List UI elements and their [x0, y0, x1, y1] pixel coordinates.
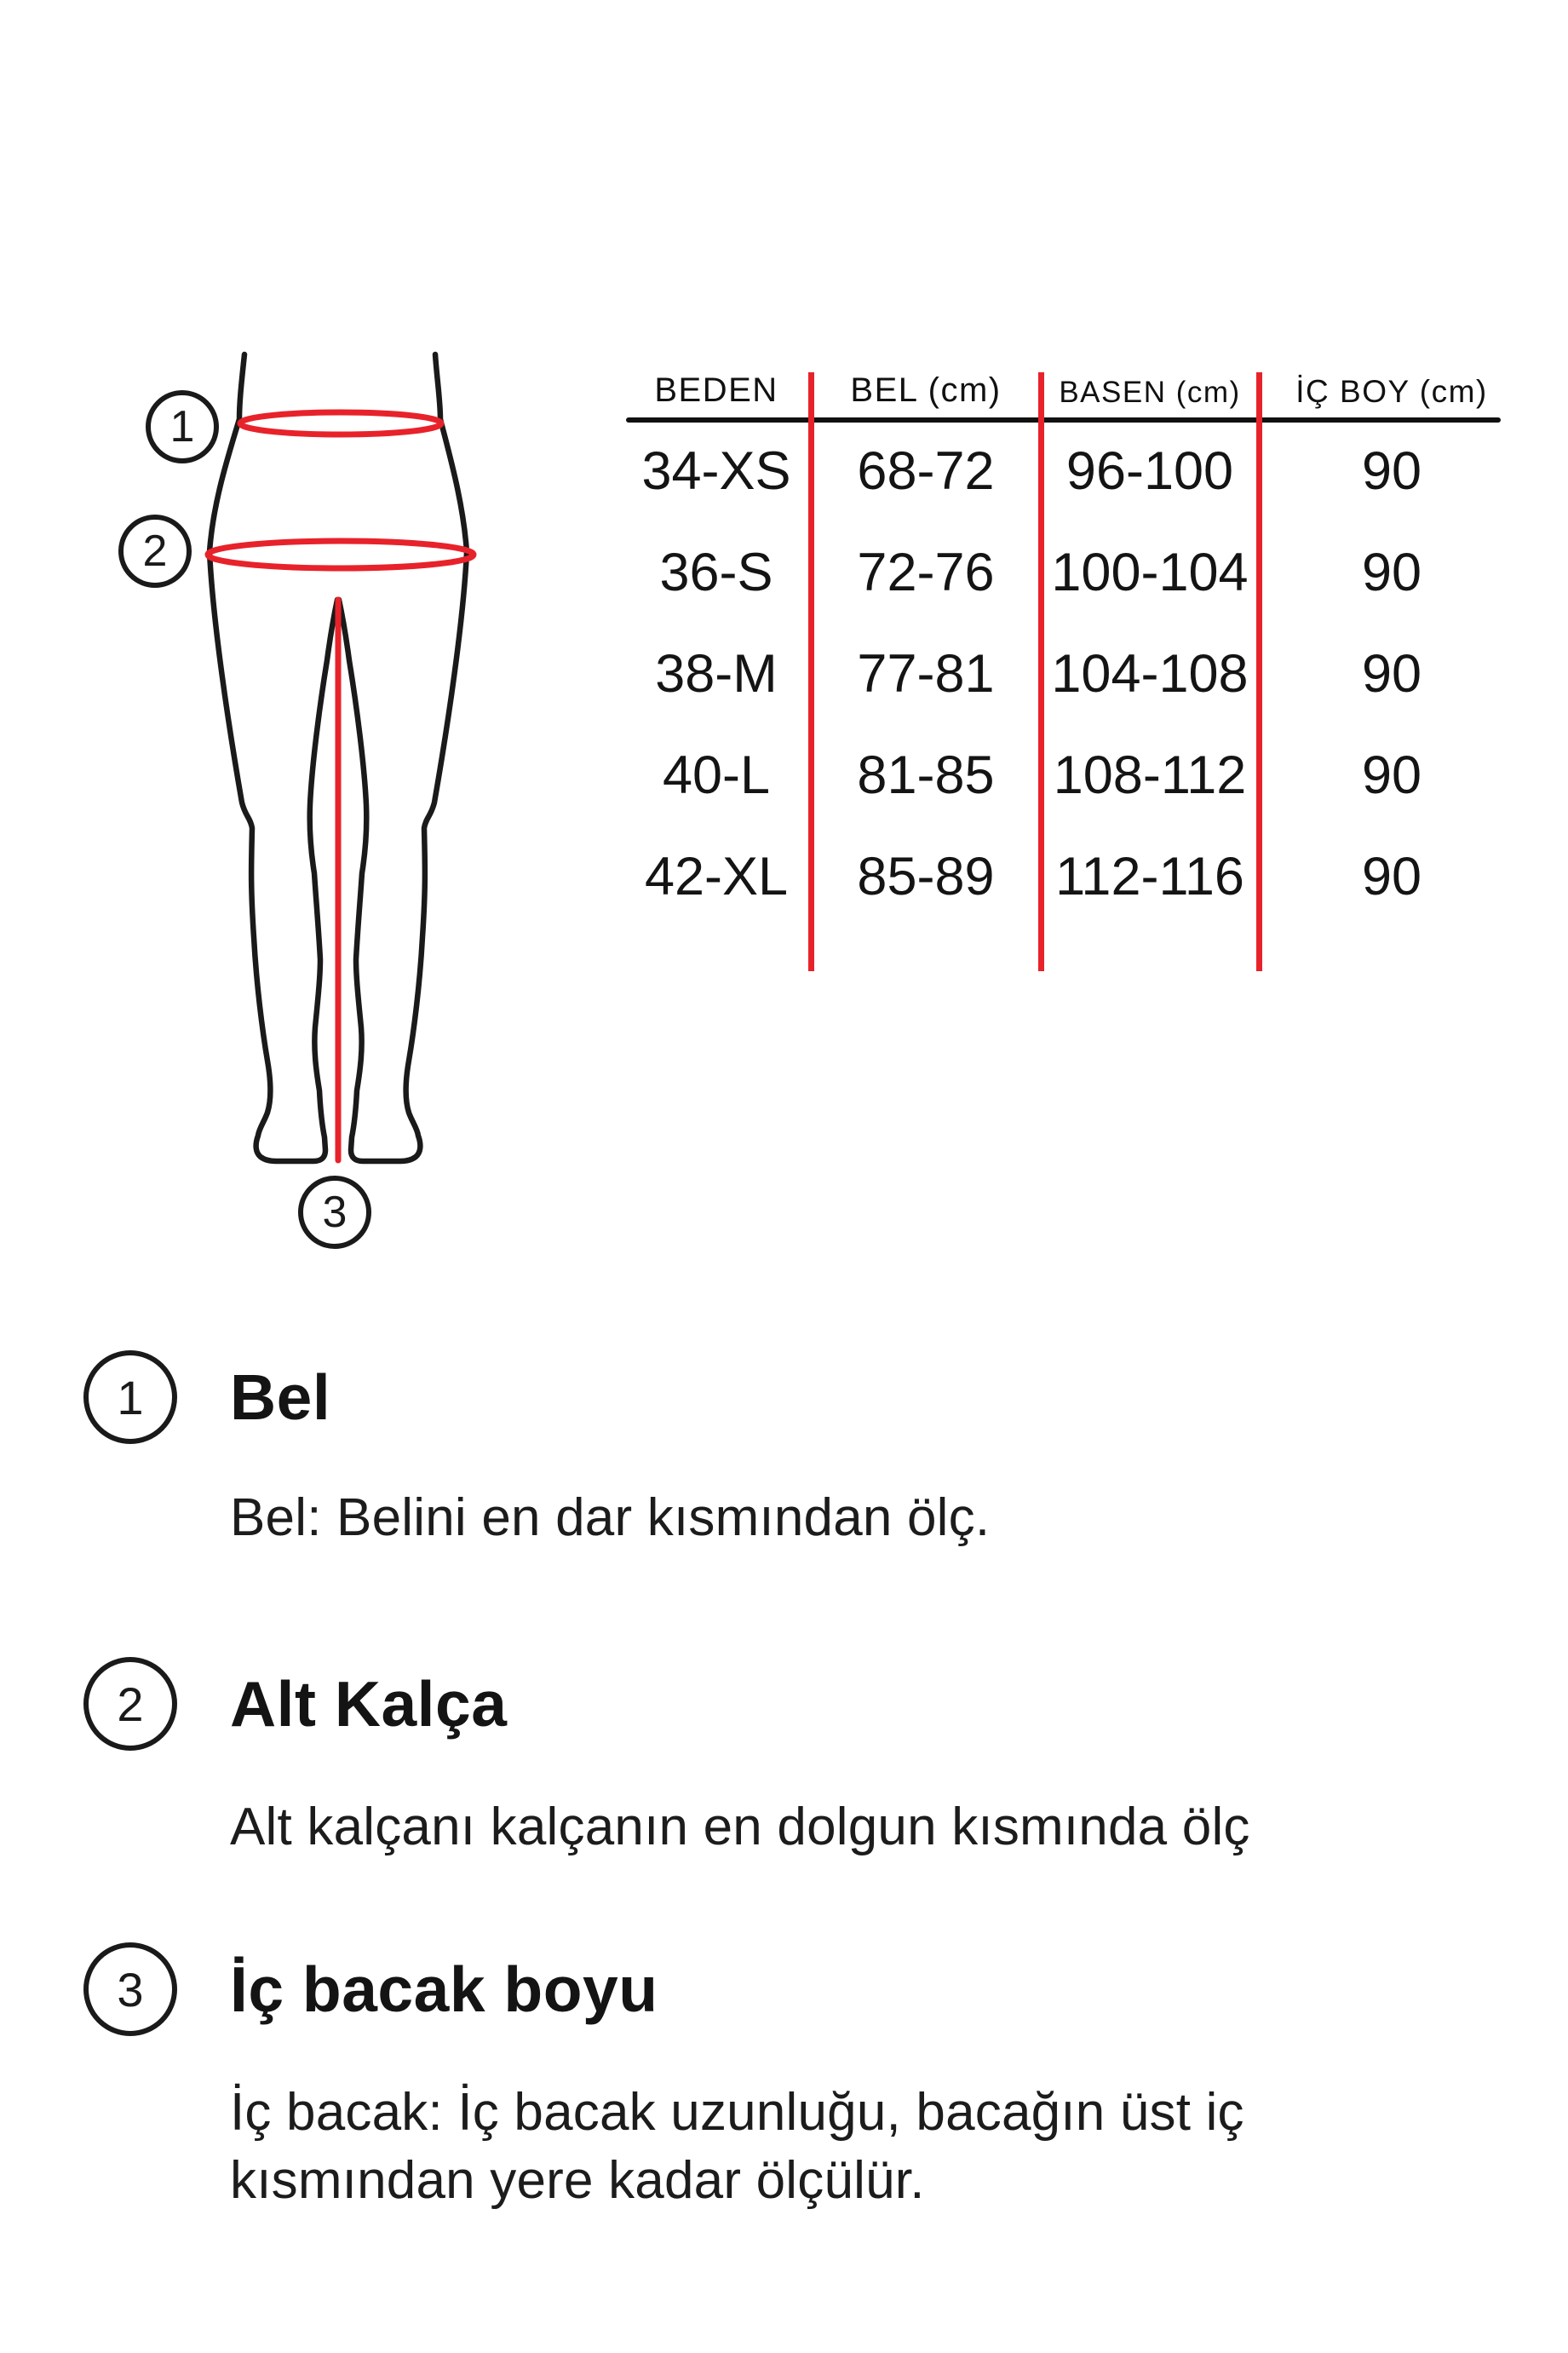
- column-header-beden: BEDEN: [654, 371, 778, 409]
- legend-3-title: İç bacak boyu: [230, 1953, 658, 2025]
- column-divider-2: [1038, 372, 1044, 971]
- legend-3-description: İç bacak: İç bacak uzunluğu, bacağın üst iç kısmından yere kadar ölçülür.: [230, 2083, 1244, 2210]
- size-table: [622, 358, 1525, 980]
- table-cell-icboy: 90: [1361, 643, 1422, 704]
- legend-item-alt-kalca: [83, 1657, 507, 1751]
- table-cell-basen: 96-100: [1065, 440, 1234, 501]
- table-cell-basen: 108-112: [1053, 745, 1247, 805]
- header-underline: [626, 417, 1501, 423]
- legend-item-bel: [83, 1350, 330, 1444]
- table-cell-basen: 104-108: [1051, 643, 1249, 704]
- table-cell-icboy: 90: [1361, 846, 1422, 906]
- table-cell-icboy: 90: [1361, 542, 1422, 602]
- marker-2-label: 2: [142, 526, 168, 576]
- table-cell-icboy: 90: [1361, 440, 1422, 501]
- table-cell-bel: 81-85: [857, 745, 995, 805]
- table-cell-icboy: 90: [1361, 745, 1422, 805]
- legend-1-title: Bel: [230, 1361, 331, 1433]
- table-cell-basen: 100-104: [1051, 542, 1249, 602]
- waist-measure-line: [240, 412, 441, 434]
- silhouette-right: [339, 354, 467, 1161]
- table-cell-basen: 112-116: [1055, 846, 1244, 906]
- legend-1-circle: 1: [83, 1350, 177, 1444]
- column-divider-1: [808, 372, 814, 971]
- column-header-bel: BEL (cm): [850, 371, 1002, 409]
- legs-outline-illustration: [51, 341, 579, 1261]
- silhouette-left: [210, 354, 337, 1161]
- legend-2-title: Alt Kalça: [230, 1668, 508, 1740]
- column-divider-3: [1256, 372, 1262, 971]
- column-header-basen: BASEN (cm): [1059, 376, 1241, 409]
- table-cell-bel: 77-81: [857, 643, 995, 704]
- table-cell-size: 36-S: [659, 542, 773, 602]
- column-header-icboy: İÇ BOY (cm): [1295, 374, 1488, 409]
- marker-1-label: 1: [169, 402, 195, 452]
- table-cell-bel: 85-89: [857, 846, 995, 906]
- table-cell-size: 40-L: [662, 745, 771, 805]
- table-cell-size: 38-M: [655, 643, 778, 704]
- marker-3-label: 3: [322, 1188, 347, 1237]
- legend-item-ic-bacak-boyu: [83, 1942, 658, 2036]
- legend-2-description: Alt kalçanı kalçanın en dolgun kısmında ölç: [230, 1798, 1250, 1856]
- legend-3-circle: 3: [83, 1942, 177, 2036]
- table-cell-size: 42-XL: [644, 846, 789, 906]
- table-cell-bel: 68-72: [857, 440, 995, 501]
- legend-1-description: Bel: Belini en dar kısmından ölç.: [230, 1488, 991, 1547]
- legend-2-circle: 2: [83, 1657, 177, 1751]
- table-cell-bel: 72-76: [857, 542, 995, 602]
- body-measurement-diagram: [51, 341, 579, 1261]
- hip-measure-line: [208, 541, 474, 568]
- table-cell-size: 34-XS: [641, 440, 791, 501]
